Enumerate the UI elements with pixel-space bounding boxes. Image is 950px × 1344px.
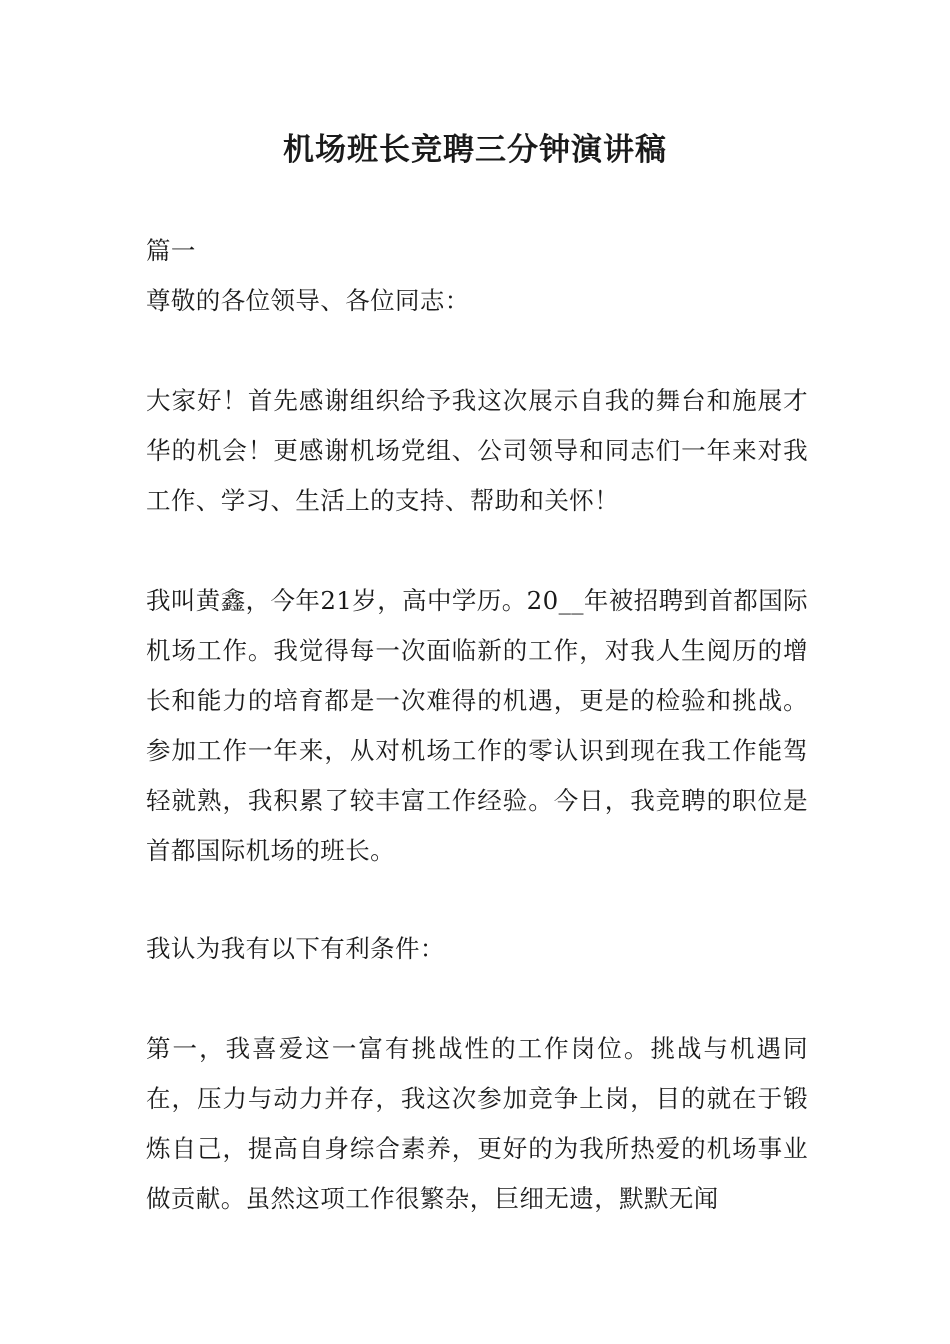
paragraph-greeting: 大家好！首先感谢组织给予我这次展示自我的舞台和施展才华的机会！更感谢机场党组、公司领导和同志们一年来对我工作、学习、生活上的支持、帮助和关怀！ <box>146 386 808 515</box>
paragraph-conditions-heading: 我认为我有以下有利条件： <box>146 934 445 963</box>
salutation: 尊敬的各位领导、各位同志： <box>146 286 470 315</box>
paragraph-introduction: 我叫黄鑫，今年21岁，高中学历。20__年被招聘到首都国际机场工作。我觉得每一次面临新的工作，对我人生阅历的增长和能力的培育都是一次难得的机遇，更是的检验和挑战。参加工作一年来，从对机场工作的零认识到现在我工作能驾轻就熟，我积累了较丰富工作经验。今日，我竞聘的职位是首都国际机场的班长。 <box>146 586 808 865</box>
paragraph-first-condition: 第一，我喜爱这一富有挑战性的工作岗位。挑战与机遇同在，压力与动力并存，我这次参加竞争上岗，目的就在于锻炼自己，提高自身综合素养，更好的为我所热爱的机场事业做贡献。虽然这项工作很繁杂，巨细无遗，默默无闻 <box>146 1034 808 1213</box>
section-label: 篇一 <box>146 236 196 265</box>
document-title: 机场班长竞聘三分钟演讲稿 <box>283 132 667 168</box>
